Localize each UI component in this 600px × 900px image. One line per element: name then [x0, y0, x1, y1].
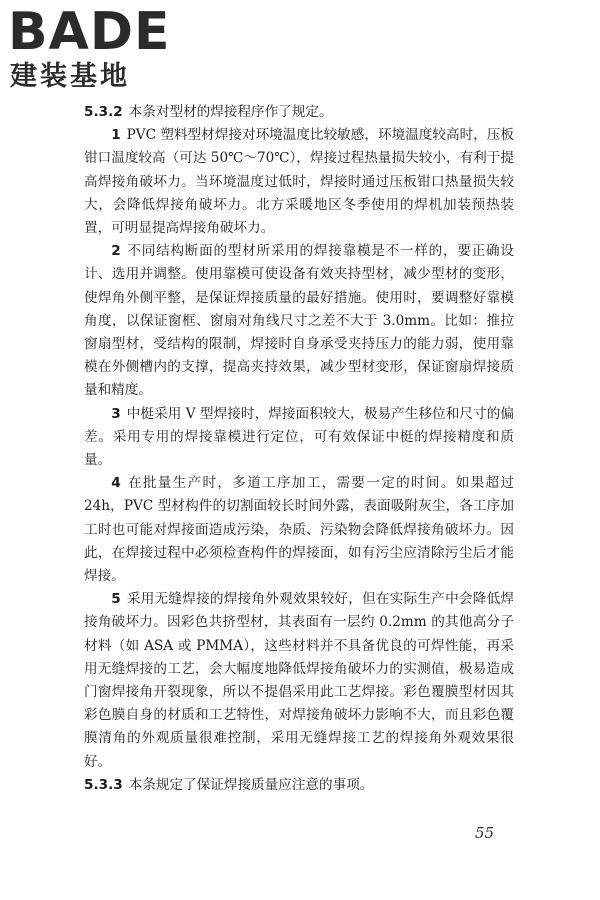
paragraph-text: 中梃采用 V 型焊接时，焊接面积较大，极易产生移位和尺寸的偏差。采用专用的焊接靠模进行定位，可有效保证中梃的焊接精度和质量。	[84, 405, 514, 469]
section-heading	[84, 774, 514, 797]
paragraph-number: 1	[111, 127, 121, 144]
logo-brand: BADE	[8, 2, 171, 62]
logo-subtitle: 建装基地	[10, 61, 130, 92]
paragraph-text: 在批量生产时，多道工序加工，需要一定的时间。如果超过 24h，PVC 型材构件的切割面较长时间外露，表面吸附灰尘，各工序加工时也可能对焊接面造成污染，杂质、污染物会降低焊接角破坏力。因此，在焊接过程中必须检查构件的焊接面，如有污尘应清除污尘后才能焊接。	[84, 475, 514, 585]
section-title: 本条规定了保证焊接质量应注意的事项。	[128, 776, 374, 793]
section-number: 5.3.2	[84, 104, 123, 120]
paragraph-text: 不同结构断面的型材所采用的焊接靠模是不一样的，要正确设计、选用并调整。使用靠模可使设备有效夹持型材，减少型材的变形，使焊角外侧平整，是保证焊接质量的最好措施。使用时，要调整好靠模角度，以保证窗框、窗扇对角线尺寸之差不大于 3.0mm。比如：推拉窗扇型材，受结构的限制，焊接时自身承受夹持压力的能力弱，使用靠模在外侧槽内的支撑，提高夹持效果，减少型材变形，保证窗扇焊接质量和精度。	[84, 243, 514, 399]
section-number: 5.3.3	[84, 776, 123, 793]
paragraph-text: 采用无缝焊接的焊接角外观效果较好，但在实际生产中会降低焊接角破坏力。因彩色共挤型材，其表面有一层约 0.2mm 的其他高分子材料（如 ASA 或 PMMA），这些材料并不具备优良的可焊性能，再采用无缝焊接的工艺，会大幅度地降低焊接角破坏力的实测值，极易造成门窗焊接角开裂现象，所以不提倡采用此工艺焊接。彩色覆膜型材因其彩色膜自身的材质和工艺特性，对焊接角破坏力影响不大，而且彩色覆膜清角的外观质量很难控制，采用无缝焊接工艺的焊接角外观效果很好。	[84, 591, 514, 770]
paragraph-3	[84, 403, 514, 473]
section-heading	[84, 101, 514, 124]
paragraph-number: 5	[111, 591, 121, 608]
section-title: 本条对型材的焊接程序作了规定。	[128, 104, 333, 120]
logo	[6, 4, 196, 96]
paragraph-number: 4	[111, 475, 121, 492]
paragraph-text: PVC 塑料型材焊接对环境温度比较敏感，环境温度较高时，压板钳口温度较高（可达 50℃～70℃），焊接过程热量损失较小，有利于提高焊接角破坏力。当环境温度过低时，焊接时通过压板钳口热量损失较大，会降低焊接角破坏力。北方采暖地区冬季使用的焊机加装预热装置，可明显提高焊接角破坏力。	[84, 127, 514, 237]
document-body	[84, 101, 514, 797]
page-number: 55	[475, 824, 495, 842]
paragraph-5	[84, 588, 514, 774]
paragraph-number: 2	[111, 243, 121, 260]
paragraph-2	[84, 240, 514, 402]
paragraph-number: 3	[111, 405, 121, 422]
paragraph-4	[84, 472, 514, 588]
paragraph-1	[84, 124, 514, 240]
